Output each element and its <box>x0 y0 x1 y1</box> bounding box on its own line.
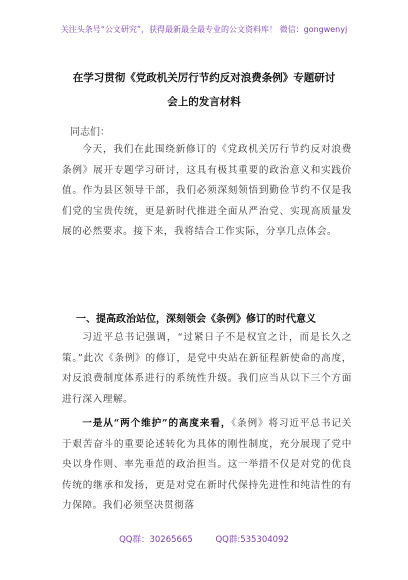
paragraph-quote-text: 习近平总书记强调，“过紧日子不是权宜之计，而是长久之策。”此次《条例》的修订，是党中央站在新征程新使命的高度，对反浪费制度体系进行的系统性升级。我们应当从以下三个方面进行深入理解。 <box>62 332 352 405</box>
section-heading-1: 一、提高政治站位，深刻领会《条例》修订的时代意义 <box>76 314 316 325</box>
paragraph-intro <box>62 140 352 243</box>
document-title-line-2: 会上的发言材料 <box>167 96 241 108</box>
paragraph-point-1 <box>62 414 352 517</box>
paragraph-point-1-text: 《条例》将习近平总书记关于艰苦奋斗的重要论述转化为具体的刚性制度，充分展现了党中央以身作则、率先垂范的政治担当。这一举措不仅是对党的优良传统的继承和发扬，更是对党在新时代保持先进性和纯洁性的有力保障。我们必须坚决贯彻落 <box>62 418 352 512</box>
footer-qq-group-2: QQ群:535304092 <box>215 535 289 545</box>
header-note: 关注头条号“公文研究”，获得最新最全最专业的公文资料库！ 微信：gongwenyj <box>60 25 348 34</box>
salutation: 同志们： <box>70 127 110 138</box>
paragraph-quote <box>62 328 352 410</box>
paragraph-point-1-lead: 一是从“两个维护”的高度来看， <box>82 418 232 429</box>
footer-qq-group-1: QQ群：30265665 <box>119 535 193 545</box>
footer <box>0 533 408 545</box>
paragraph-intro-text: 今天，我们在此围绕新修订的《党政机关厉行节约反对浪费条例》展开专题学习研讨，这具有极其重要的政治意义和实践价值。作为县区领导干部，我们必须深刻领悟到勤俭节约不仅是我们党的宝贵传统，更是新时代推进全面从严治党、实现高质量发展的必然要求。接下来，我将结合工作实际，分享几点体会。 <box>62 144 352 238</box>
document-title-line-1: 在学习贯彻《党政机关厉行节约反对浪费条例》专题研讨 <box>72 72 336 84</box>
